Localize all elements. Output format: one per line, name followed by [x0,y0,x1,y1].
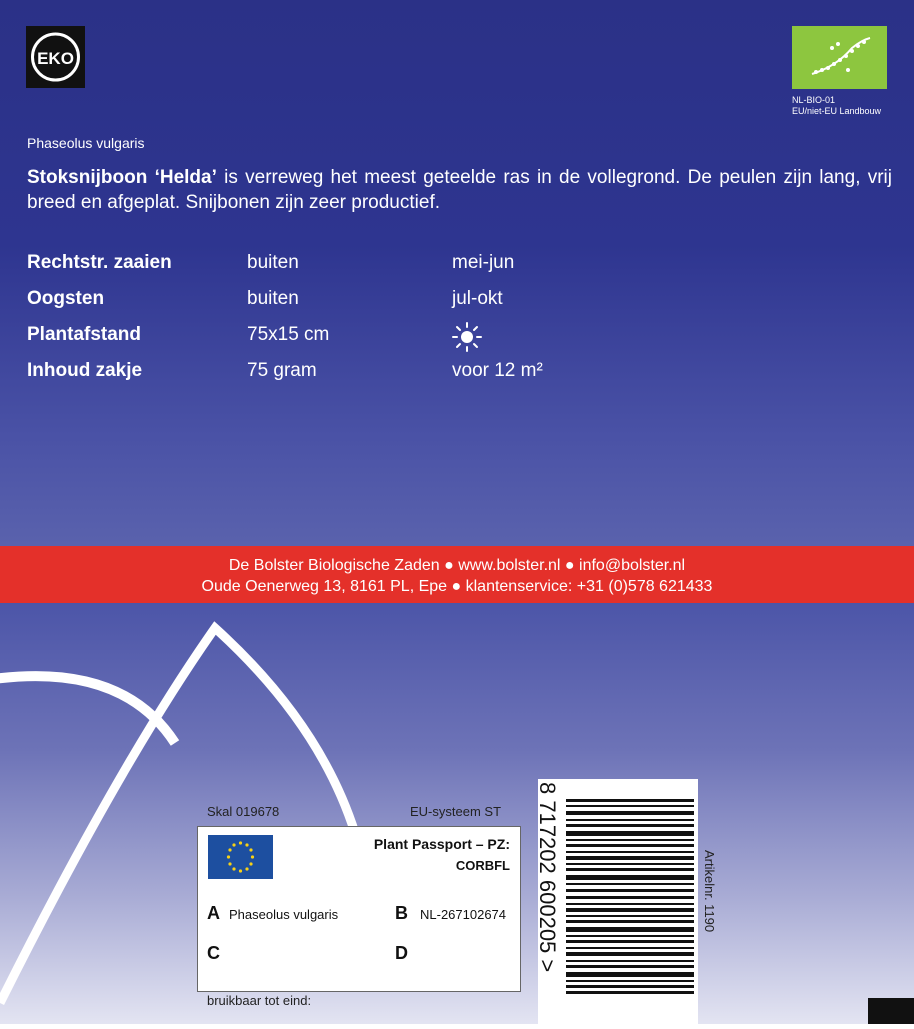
eu-flag-icon [208,835,273,879]
spec-label: Oogsten [27,288,105,309]
spec-value: buiten [247,288,299,309]
skal-number: Skal 019678 [207,804,280,819]
corner-mark [868,998,914,1024]
company-band [0,546,914,603]
field-c-letter: C [207,943,220,963]
eu-system: EU-systeem ST [410,804,502,819]
spec-value: 75x15 cm [247,324,330,345]
barcode [535,779,698,1024]
spec-coverage: voor 12 m² [452,360,543,381]
product-description [27,165,892,215]
barcode-number: 8 717202 600205 > [535,782,560,973]
passport-code: CORBFL [455,858,510,873]
passport-title: Plant Passport – PZ: [373,836,510,852]
company-line1: De Bolster Biologische Zaden ● www.bolster.nl ● info@bolster.nl [228,557,686,574]
eu-code [792,95,881,117]
eu-organic-logo [792,26,887,89]
field-a-letter: A [207,903,220,923]
sun-icon [452,324,482,358]
eu-code-line1: NL-BIO-01 [792,95,836,105]
product-name: Stoksnijboon ‘Helda’ [27,167,217,188]
spec-period: jul-okt [452,288,503,309]
plant-passport [197,826,521,992]
company-line2: Oude Oenerweg 13, 8161 PL, Epe ● klantenservice: +31 (0)578 621433 [201,578,713,595]
article-number: Artikelnr. 1190 [702,850,717,933]
spec-label: Plantafstand [27,324,142,345]
spec-value: 75 gram [247,360,317,381]
field-b-value: NL-267102674 [420,907,507,922]
field-a-value: Phaseolus vulgaris [229,907,339,922]
latin-name: Phaseolus vulgaris [27,135,145,151]
field-b-letter: B [395,903,408,923]
spec-label: Inhoud zakje [27,360,143,381]
eko-logo-text: EKO [37,49,74,68]
field-d-letter: D [395,943,408,963]
use-by-label: bruikbaar tot eind: [207,993,312,1008]
spec-label: Rechtstr. zaaien [27,252,172,273]
spec-value: buiten [247,252,299,273]
eu-code-line2: EU/niet-EU Landbouw [792,106,882,116]
spec-period: mei-jun [452,252,515,273]
eko-logo [26,26,85,88]
description-text: is verreweg het meest geteelde ras in de vollegrond. De peulen zijn lang, vrij breed en afgeplat. Snijbonen zijn zeer productief. [27,167,892,213]
